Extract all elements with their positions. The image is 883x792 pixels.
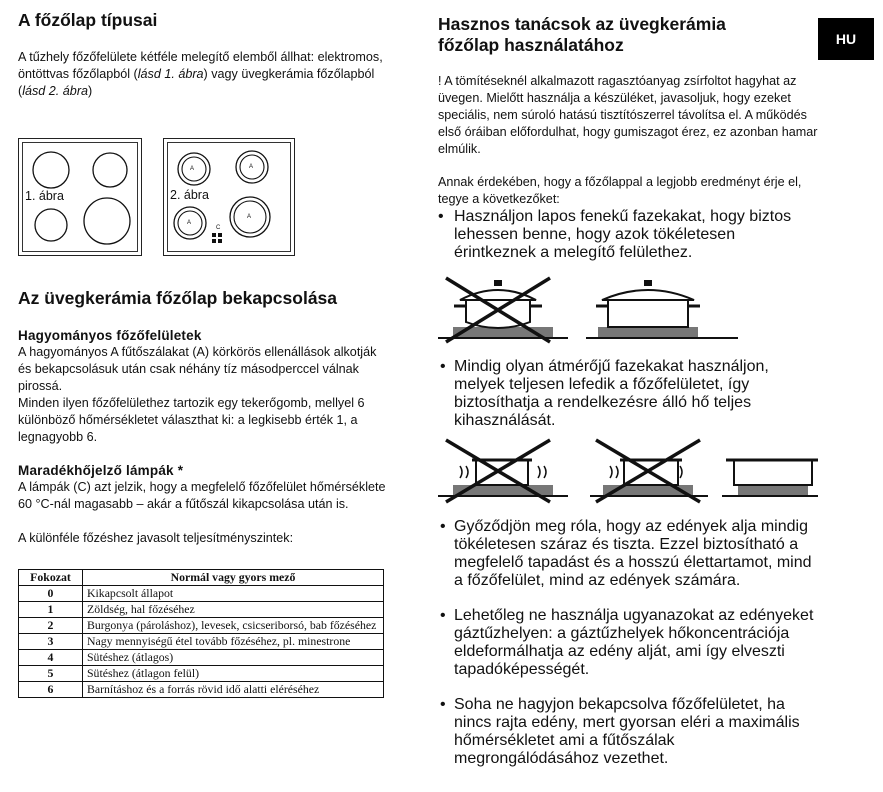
table-header-zone: Normál vagy gyors mező: [83, 570, 384, 586]
table-cell-level: 3: [19, 634, 83, 650]
table-row: [19, 682, 384, 698]
tip-empty-zone: [438, 696, 820, 768]
traditional-zones-para2: Minden ilyen főzőfelülethez tartozik egy tekerőgomb, mellyel 6 különböző hőmérsékletet választhat ki: a legkisebb érték 1, a legnagyobb 6.: [18, 396, 365, 444]
section-title-types: A főzőlap típusai: [18, 10, 158, 30]
traditional-zones-para1: A hagyományos A fűtőszálakat (A) körkörös ellenállások alkotják és bekapcsolásuk után csak néhány tíz másodperccel válnak pirossá.: [18, 345, 377, 393]
table-row: [19, 602, 384, 618]
lamp-mark: C: [216, 225, 221, 231]
table-cell-use: Sütéshez (átlagon felül): [83, 666, 384, 682]
bullet-dot: •: [440, 358, 446, 375]
types-intro: [18, 49, 390, 100]
table-row: [19, 618, 384, 634]
residual-heat-lamps-icon: [212, 233, 222, 243]
plate-top-left: [33, 152, 69, 188]
left-column: [18, 10, 390, 698]
tip-text: Lehetőleg ne használja ugyanazokat az edényeket gáztűzhelyen: a gáztűzhelyek hőkoncentrációja eldeformálhatja az edény alját, ami így elveszti tapadóképességét.: [454, 607, 814, 678]
tip-text: Soha ne hagyjon bekapcsolva főzőfelületet, ha nincs rajta edény, mert gyorsan eléri a maximális hőmérsékletet ami a fűtőszálak megrongálódásához vezethet.: [454, 696, 800, 767]
figure2-ceramic-hob: [163, 138, 295, 256]
zone-mark-bottom-right: A: [247, 214, 252, 220]
figure2-reference: lásd 2. ábra: [22, 84, 89, 98]
table-cell-use: Burgonya (pároláshoz), levesek, csicseriborsó, bab főzéséhez: [83, 618, 384, 634]
types-intro-text-end: ): [88, 84, 93, 98]
subheading-traditional-zones: Hagyományos főzőfelületek: [18, 328, 202, 343]
types-intro-text: A tűzhely főzőfelülete kétféle melegítő elemből állhat: elektromos, öntöttvas főzőlapból (: [18, 50, 383, 81]
types-intro-text-mid: ) vagy üvegkerámia főzőlapból (: [18, 67, 375, 98]
plate-bottom-left: [35, 209, 67, 241]
wrong-pot-small-flame: [590, 440, 708, 502]
figure2-label: 2. ábra: [170, 188, 209, 202]
diameter-illustration: [438, 438, 820, 510]
tip-dry-clean: [438, 518, 820, 590]
table-row: [19, 586, 384, 602]
plate-bottom-right: [84, 198, 130, 244]
diameter-pots: [438, 438, 820, 510]
figure1-cast-iron-hob: [18, 138, 142, 256]
table-row: [19, 666, 384, 682]
bullet-dot: •: [440, 607, 446, 624]
table-cell-use: Zöldség, hal főzéséhez: [83, 602, 384, 618]
bullet-dot: •: [440, 518, 446, 535]
hob-figures: [18, 138, 390, 266]
table-cell-use: Nagy mennyiségű étel tovább főzéséhez, pl. minestrone: [83, 634, 384, 650]
subheading-residual-heat: Maradékhőjelző lámpák *: [18, 463, 184, 478]
figure1-reference: lásd 1. ábra: [137, 67, 204, 81]
adhesive-warning: ! A tömítéseknél alkalmazott ragasztóanyag zsírfoltot hagyhat az üvegen. Mielőtt használja a készüléket, javasoljuk, hogy ezeket speciális, nem súroló hatású tisztítószerrel távolítsa el. A működés első óráiban előfordulhat, hogy gumiszagot érez, ez azonban hamar elmúlik.: [438, 74, 818, 156]
power-levels-intro: A különféle főzéshez javasolt teljesítményszintek:: [18, 531, 294, 545]
figure1-label: 1. ábra: [25, 189, 64, 203]
table-cell-use: Kikapcsolt állapot: [83, 586, 384, 602]
residual-heat-para: A lámpák (C) azt jelzik, hogy a megfelelő főzőfelület hőmérséklete 60 °C-nál magasabb – akár a fűtőszál kikapcsolása után is.: [18, 480, 386, 511]
flat-bottom-illustration: [438, 272, 820, 352]
table-cell-level: 2: [19, 618, 83, 634]
tip-text: Mindig olyan átmérőjű fazekakat használjon, melyek teljesen lefedik a főzőfelületet, így biztosíthatja a rendelkezésre álló hő teljes kihasználását.: [454, 358, 769, 429]
bullet-dot: •: [438, 208, 444, 225]
zone-mark-top-right: A: [249, 164, 254, 170]
right-column: [438, 14, 820, 768]
tip-diameter: [438, 358, 820, 430]
wrong-pot-rounded-bottom: [438, 278, 568, 342]
table-cell-level: 1: [19, 602, 83, 618]
section-title-switch-on: Az üvegkerámia főzőlap bekapcsolása: [18, 288, 338, 308]
table-cell-level: 6: [19, 682, 83, 698]
zone-mark-bottom-left: A: [187, 220, 192, 226]
plate-top-right: [93, 153, 127, 187]
language-badge: HU: [818, 18, 874, 60]
table-cell-level: 5: [19, 666, 83, 682]
table-cell-use: Sütéshez (átlagos): [83, 650, 384, 666]
correct-pot-full-cover: [722, 460, 818, 496]
wrong-pot-too-small: [438, 440, 568, 502]
table-cell-level: 0: [19, 586, 83, 602]
zone-mark-top-left: A: [190, 166, 195, 172]
table-header-row: [19, 570, 384, 586]
table-row: [19, 634, 384, 650]
tip-text: Győződjön meg róla, hogy az edények alja mindig tökéletesen száraz és tiszta. Ezzel biztosítható a megfelelő tapadást és a hosszú élettartamot, mind a főzőfelület, mind az edények számára.: [454, 518, 812, 589]
table-header-level: Fokozat: [19, 570, 83, 586]
table-cell-use: Barnításhoz és a forrás rövid idő alatti eléréséhez: [83, 682, 384, 698]
table-row: [19, 650, 384, 666]
table-cell-level: 4: [19, 650, 83, 666]
tip-text: Használjon lapos fenekű fazekakat, hogy biztos lehessen benne, hogy azok tökéletesen érintkeznek a melegítő felülethez.: [454, 208, 792, 261]
flat-bottom-pots: [438, 272, 820, 352]
tips-intro: Annak érdekében, hogy a főzőlappal a legjobb eredményt érje el, tegye a következőket:: [438, 175, 802, 206]
power-levels-table: [18, 569, 384, 698]
tip-flat-bottom: [438, 208, 820, 262]
bullet-dot: •: [440, 696, 446, 713]
section-title-tips: Hasznos tanácsok az üvegkerámia főzőlap használatához: [438, 14, 726, 55]
tip-gas-cookware: [438, 607, 820, 679]
correct-pot-flat-bottom: [586, 280, 738, 338]
